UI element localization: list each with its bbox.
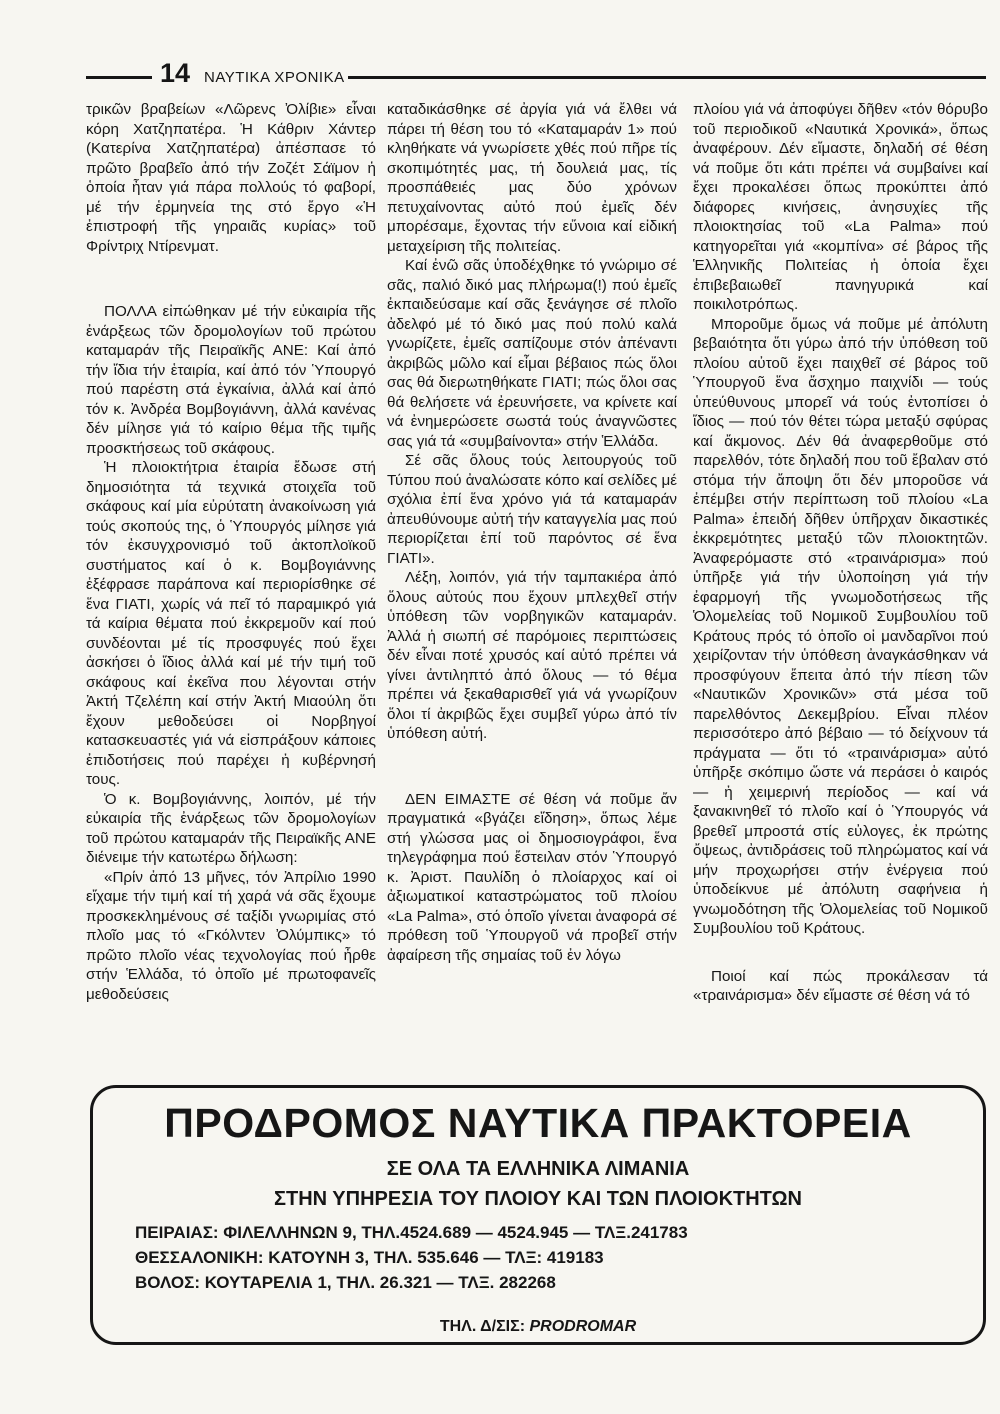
- paragraph: Λέξη, λοιπόν, γιά τήν ταμπακιέρα ἀπό ὅλους αὐτούς που ἔχουν μπλεχθεῖ στήν ὑπόθεση τῶν νορβηγικῶν καταμαράν. Ἀλλά ἡ σιωπή σέ παρόμοιες περιπτώσεις δέν εἶναι ποτέ χρυσός καί αὐτό πρέπει νά γίνει ἀντιληπτό ἀπό ὅλους — τό θέμα πρέπει νά ξεκαθαρισθεῖ γιά νά γνωρίζουν ὅλοι τί ἀκριβῶς ἔχει συμβεῖ γύρω ἀπό τίν ὑπόθεση αὐτή.: [387, 569, 677, 742]
- paragraph: τρικῶν βραβείων «Λῶρενς Ὀλίβιε» εἶναι κόρη Χατζηπατέρα. Ἡ Κάθριν Χάντερ (Κατερίνα Χατζηπατέρα) ἀπέσπασε τό πρῶτο βραβεῖο ἀπό τήν Ζοζέτ Σάϊμον ἡ ὁποία ἦταν γιά πάρα πολλούς τό φαβορί, μέ τήν ἑρμηνεία της στό ἔργο «Ἡ ἐπιστροφή τῆς γηραιᾶς κυρίας» τοῦ Φρίντριχ Ντίρενματ.: [86, 101, 376, 255]
- paragraph: Σέ σᾶς ὅλους τούς λειτουργούς τοῦ Τύπου πού ἀναλώσατε κόπο καί σελίδες μέ σχόλια ἐπί ἕνα χρόνο γιά τά καταμαράν ἀπευθύνουμε αὐτή τήν καταγγελία μας πού περιορίζεται ἐπί τοῦ παρόντος σέ ἕνα ΓΙΑΤΙ».: [387, 452, 677, 567]
- text-column-1: [86, 100, 376, 1004]
- ad-address-thessaloniki: ΘΕΣΣΑΛΟΝΙΚΗ: ΚΑΤΟΥΝΗ 3, ΤΗΛ. 535.646 — ΤΛΞ: 419183: [135, 1248, 604, 1267]
- paragraph: Ἡ πλοιοκτήτρια ἑταιρία ἔδωσε στή δημοσιότητα τά τεχνικά στοιχεῖα τοῦ σκάφους καί μία εὐρύτατη ἀνακοίνωση γιά τούς σκοπούς της, ὁ Ὑπουργός μίλησε γιά τόν ἐκσυγχρονισμό τοῦ ἀκτοπλοϊκοῦ συστήματος καί ὁ κ. Βομβογιάννης ἐξέφρασε παράπονα καί περιορίσθηκε σέ ἕνα ΓΙΑΤΙ, χωρίς νά πεῖ τό παραμικρό γιά τά καίρια θέματα πού ἐκκρεμοῦν καί πού συνδέονται μέ τίς προσφυγές πού ἔχει ἀσκήσει ὁ ἴδιος ἀλλά καί μέ τήν τιμή τοῦ σκάφους καί ἐκεῖνα που λέγονται στήν Ἀκτή Τζελέπη καί στήν Ἀκτή Μιαούλη ὅτι ἔχουν μεθοδεύσει οἱ Νορβηγοί κατασκευαστές γιά νά εἰσπράξουν κάποιες ἐπιδοτήσεις πού παρέχει ἡ κυβέρνησή τους.: [86, 459, 376, 788]
- page-number: 14: [160, 58, 191, 88]
- paragraph: πλοίου γιά νά ἀποφύγει δῆθεν «τόν θόρυβο τοῦ περιοδικοῦ «Ναυτικά Χρονικά», ὅπως ἀναφέρουν. Δέν εἴμαστε, δηλαδή σέ θέση νά ποῦμε ὅτι κάτι πρέπει νά συμβαίνει καί ἔχει προκαλέσει ὅπως προκύπτει ἀπό διάφορες κινήσεις, ἀνησυχίες τῆς πλοιοκτησίας τοῦ «La Palma» πού κατηγορεῖται γιά «κομπίνα» σέ βάρος τῆς Ἑλληνικῆς Πολιτείας ἡ ὁποία ἔχει ἐπιβεβαιωθεῖ πανηγυρικά καί ποικιλοτρόπως.: [693, 101, 988, 313]
- paragraph: Ὁ κ. Βομβογιάννης, λοιπόν, μέ τήν εὐκαιρία τῆς ἐνάρξεως τῶν δρομολογίων τοῦ πρώτου καταμαράν τῆς Πειραϊκῆς ΑΝΕ διένειμε τήν κατωτέρω δήλωση:: [86, 790, 376, 866]
- paragraph: καταδικάσθηκε σέ ἀργία γιά νά ἔλθει νά πάρει τή θέση του τό «Καταμαράν 1» πού κληθήκατε νά γνωρίσετε χθές πού πῆρε τίς σκοπιμότητές μας, τή δουλειά μας, τίς προσπάθειές μας δύο χρόνων πετυχαίνοντας αὐτό πού ἐμεῖς δέν μπορέσαμε, ἔχοντας τήν εὔνοια καί εἰδική μεταχείριση τῆς πολιτείας.: [387, 101, 677, 255]
- paragraph: ΠΟΛΛΑ εἰπώθηκαν μέ τήν εὐκαιρία τῆς ἐνάρξεως τῶν δρομολογίων τοῦ πρώτου καταμαράν τῆς Πειραϊκῆς ΑΝΕ: Καί ἀπό τήν ἴδια τήν ἑταιρία, καί ἀπό τόν Ὑπουργό πού παρέστη στά ἐγκαίνια, ἀλλά καί ἀπό τόν κ. Ἀνδρέα Βομβογιάννη, ἀλλά κανένας δέν μίλησε γιά τό καίριο θέμα τῆς τιμῆς προσκτήσεως τοῦ σκάφους.: [86, 303, 376, 457]
- telex-label: ΤΗΛ. Δ/ΣΙΣ:: [439, 1318, 526, 1335]
- ad-address-piraeus: ΠΕΙΡΑΙΑΣ: ΦΙΛΕΛΛΗΝΩΝ 9, ΤΗΛ.4524.689 — 4524.945 — ΤΛΞ.241783: [135, 1223, 688, 1242]
- header-rule-left: [86, 76, 152, 79]
- ad-title: ΠΡΟΔΡΟΜΟΣ ΝΑΥΤΙΚΑ ΠΡΑΚΤΟΡΕΙΑ: [164, 1100, 912, 1146]
- text-column-2: [387, 100, 677, 965]
- ad-subtitle: ΣΤΗΝ ΥΠΗΡΕΣΙΑ ΤΟΥ ΠΛΟΙΟΥ ΚΑΙ ΤΩΝ ΠΛΟΙΟΚΤΗΤΩΝ: [273, 1188, 803, 1210]
- paragraph: «Πρίν ἀπό 13 μῆνες, τόν Ἀπρίλιο 1990 εἴχαμε τήν τιμή καί τή χαρά νά σᾶς ἔχουμε προσκεκλημένους σέ ταξίδι γνωριμίας στό πλοῖο μας τό «Γκόλντεν Ὀλύμπικς» τό πρῶτο πλοῖο νέας τεχνολογίας πού ἦρθε στήν Ἑλλάδα, τό ὁποῖο μέ πρωτοφανεῖς μεθοδεύσεις: [86, 868, 376, 1003]
- paragraph: ΔΕΝ ΕΙΜΑΣΤΕ σέ θέση νά ποῦμε ἄν πραγματικά «βγάζει εἴδηση», ὅπως λέμε στή γλώσσα μας οἱ δημοσιογράφοι, ἕνα τηλεγράφημα πού ἔστειλαν στόν Ὑπουργό κ. Ἀριστ. Παυλίδη ὁ πλοίαρχος καί οἱ ἀξιωματικοί καταστρώματος τοῦ πλοίου «La Palma», στό ὁποῖο γίνεται ἀναφορά σέ πρόθεση τοῦ Ὑπουργοῦ νά προβεῖ στήν ἀφαίρεση τῆς σημαίας τοῦ ἐν λόγω: [387, 790, 677, 964]
- paragraph: Μποροῦμε ὅμως νά ποῦμε μέ ἀπόλυτη βεβαιότητα ὅτι γύρω ἀπό τήν ὑπόθεση τοῦ πλοίου αὐτοῦ ἔχει παιχθεῖ σέ βάρος τοῦ Ὑπουργοῦ ἕνα ἄσχημο παιχνίδι — τούς ὑπεύθυνους μπορεῖ νά τούς ἐντοπίσει ὁ ἴδιος — πού τόν θέτει τώρα μεταξύ σφύρας καί ἄκμονος. Δέν θά ἀναφερθοῦμε στό παρελθόν, τότε δηλαδή που τοῦ ἔβαλαν στό στόμα τήν ἄποψη ὅτι δέν μποροῦσε νά ἐπέμβει στήν περίπτωση τοῦ πλοίου «La Palma» ἐπειδή δῆθεν ὑπῆρχαν δικαστικές ἐκκρεμότητες μεταξύ τῶν πλοιοκτητῶν. Ἀναφερόμαστε στό «τραινάρισμα» πού ὑπῆρξε γιά τήν ὑλοποίηση γιά τήν ἐφαρμογή τῆς γνωμοδοτήσεως τῆς Ὁλομελείας τοῦ Νομικοῦ Συμβουλίου τοῦ Κράτους πρός τό ὁποῖο οἱ μανδαρῖνοι πού χειρίζονταν τήν ὑπόθεση ἀναγκάσθηκαν νά προσφύγουν ἔπειτα ἀπό τήν πίεση τῶν «Ναυτικῶν Χρονικῶν» στά μέσα τοῦ παρελθόντος Δεκεμβρίου. Εἶναι πλέον περισσότερο ἀπό βέβαιο — τό δείχνουν τά πράγματα — ὅτι τό «τραινάρισμα» αὐτό ὑπῆρξε σκόπιμο ὥστε νά περάσει ὁ καιρός — ἡ χειμερινή περίοδος — καί νά ξανακινηθεῖ τό πλοῖο καί ὁ Ὑπουργός νά βρεθεῖ μπροστά στίς εὐλογες, ἐκ πρώτης ὄψεως, ἀντιδράσεις τοῦ πληρώματος καί νά μήν προχωρήσει στήν ἐνέργεια πού ὑποδείκνυε μέ ἀπόλυτη σαφήνεια ἡ γνωμοδότηση τῆς Ὁλομελείας τοῦ Νομικοῦ Συμβουλίου τοῦ Κράτους.: [693, 315, 988, 937]
- paragraph: Καί ἐνῶ σᾶς ὑποδέχθηκε τό γνώριμο σέ σᾶς, παλιό δικό μας πλήρωμα(!) πού ἐμεῖς ἐκπαιδεύσαμε καί σᾶς ξενάγησε σέ πλοῖο ἀδελφό μέ τό δικό μας πού πολύ καλά γνωρίζετε, ἐμεῖς σαπίζουμε στόν ἀπέναντι ἀκριβῶς μῶλο καί εἶμαι βέβαιος πώς ὅλοι σας θά διερωτηθήκατε ΓΙΑΤΙ; πώς ὅλοι σας θά θελήσετε νά ἐρευνήσετε, να κρίνετε καί νά ἐνημερώσετε σωστά τούς ἀναγνῶστες σας γιά τά «συμβαίνοντα» στήν Ἑλλάδα.: [387, 257, 677, 450]
- paragraph: Ποιοί καί πώς προκάλεσαν τά «τραινάρισμα» δέν εἴμαστε σέ θέση νά τό: [693, 967, 988, 1004]
- page-header: [86, 58, 986, 98]
- ad-address-volos: ΒΟΛΟΣ: ΚΟΥΤΑΡΕΛΙΑ 1, ΤΗΛ. 26.321 — ΤΛΞ. 282268: [135, 1273, 556, 1292]
- header-rule-right: [348, 76, 986, 79]
- publication-name: ΝΑΥΤΙΚΑ ΧΡΟΝΙΚΑ: [204, 69, 345, 86]
- ad-telegraph: [93, 1318, 983, 1336]
- text-column-3: [693, 100, 988, 1006]
- advertisement-box: [90, 1085, 986, 1345]
- ad-subtitle: ΣΕ ΟΛΑ ΤΑ ΕΛΛΗΝΙΚΑ ΛΙΜΑΝΙΑ: [386, 1158, 690, 1180]
- telex-code: PRODROMAR: [529, 1318, 637, 1335]
